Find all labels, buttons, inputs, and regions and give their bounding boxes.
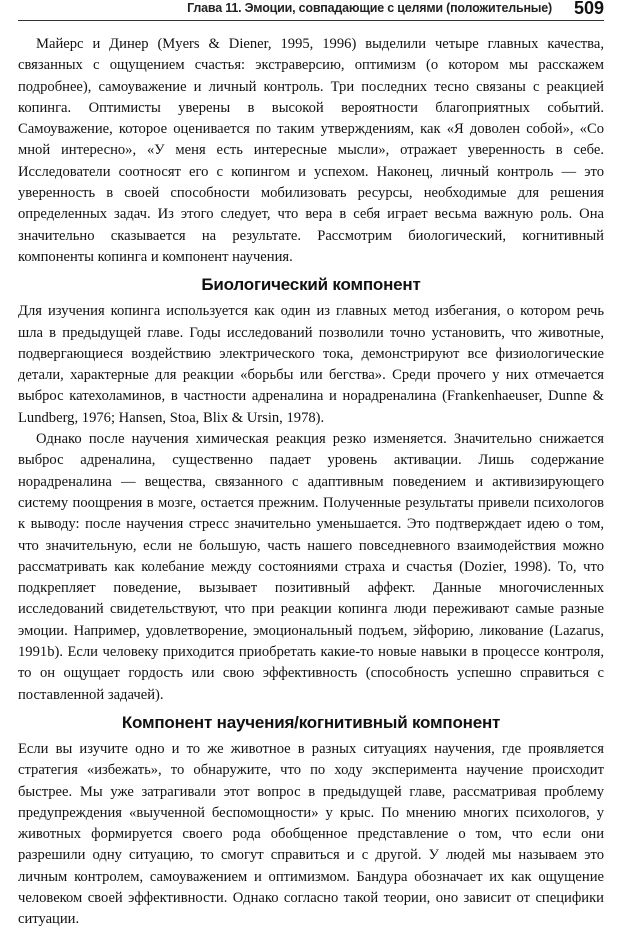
page-body [18, 34, 604, 931]
section-heading-learning: Компонент научения/когнитивный компонент [121, 712, 501, 732]
page-number: 509 [573, 0, 604, 18]
header-divider [18, 20, 604, 21]
learning-paragraph-1: Если вы изучите одно и то же животное в разных ситуациях научения, где проявляется стратегия «избежать», то обнаружите, что по ходу эксперимента научение происходит быстрее. Мы уже затрагивали этот вопрос в предыдущей главе, рассматривая проблему предупреждения «выученной беспомощности» у крыс. По мнению многих психологов, у животных формируется своего рода обобщенное представление о том, что если они разрешили одну ситуацию, то смогут справиться и с другой. У людей мы называем это личным контролем, самоуважением и оптимизмом. Бандура обозначает их как ощущение человеком своей эффективности. Однако согласно такой теории, оно зависит от специфики ситуации. [18, 740, 604, 928]
chapter-title: Глава 11. Эмоции, совпадающие с целями (положительные) [187, 1, 552, 15]
biological-paragraph-1: Для изучения копинга используется как один из главных метод избегания, о котором речь шла в предыдущей главе. Годы исследований позволили точно установить, что животные, подвергающиеся воздействию электрического тока, демонстрируют все физиологические детали, характерные для реакции «борьбы или бегства». Среди прочего у них отмечается выброс катехоламинов, в частности адреналина и норадреналина (Frankenhaeuser, Dunne & Lundberg, 1976; Hansen, Stoa, Blix & Ursin, 1978). [18, 303, 604, 426]
intro-paragraph: Майерс и Динер (Myers & Diener, 1995, 1996) выделили четыре главных качества, связанных с ощущением счастья: экстраверсию, оптимизм (о котором мы расскажем подробнее), самоуважение и личный контроль. Три последних тесно связаны с реакцией копинга. Оптимисты уверены в высокой вероятности благоприятных событий. Самоуважение, которое оценивается по таким утверждениям, как «Я доволен собой», «Со мной интересно», «У меня есть интересные мысли», отражает уверенность в себе. Исследователи соотносят его с копингом и успехом. Наконец, личный контроль — это уверенность в своей способности мобилизовать ресурсы, необходимые для решения определенных задач. Из этого следует, что вера в себя играет весьма важную роль. Она значительно сказывается на результате. Рассмотрим биологический, когнитивный компоненты копинга и компонент научения. [18, 36, 604, 265]
running-header [0, 0, 620, 24]
biological-paragraph-2: Однако после научения химическая реакция резко изменяется. Значительно снижается выброс адреналина, существенно падает уровень активации. Лишь содержание норадреналина — вещества, связанного с адаптивным поведением и активизирующего систему поощрения в мозге, остается прежним. Полученные результаты привели психологов к выводу: после научения стресс значительно уменьшается. Это подтверждает идею о том, что значительную, если не большую, часть нашего повседневного взаимодействия можно рассматривать как колебание между состояниями страха и счастья (Dozier, 1998). То, что подкрепляет поведение, вызывает позитивный аффект. Данные многочисленных исследований свидетельствуют, что при реакции копинга люди переживают самые разные эмоции. Например, удовлетворение, эмоциональный подъем, эйфорию, ликование (Lazarus, 1991b). Если человеку приходится приобретать какие-то новые навыки в процессе контроля, то он ощущает гордость или свою эффективность (способность успешно справиться с поставленной задачей). [18, 431, 604, 703]
section-heading-biological: Биологический компонент [201, 275, 421, 295]
